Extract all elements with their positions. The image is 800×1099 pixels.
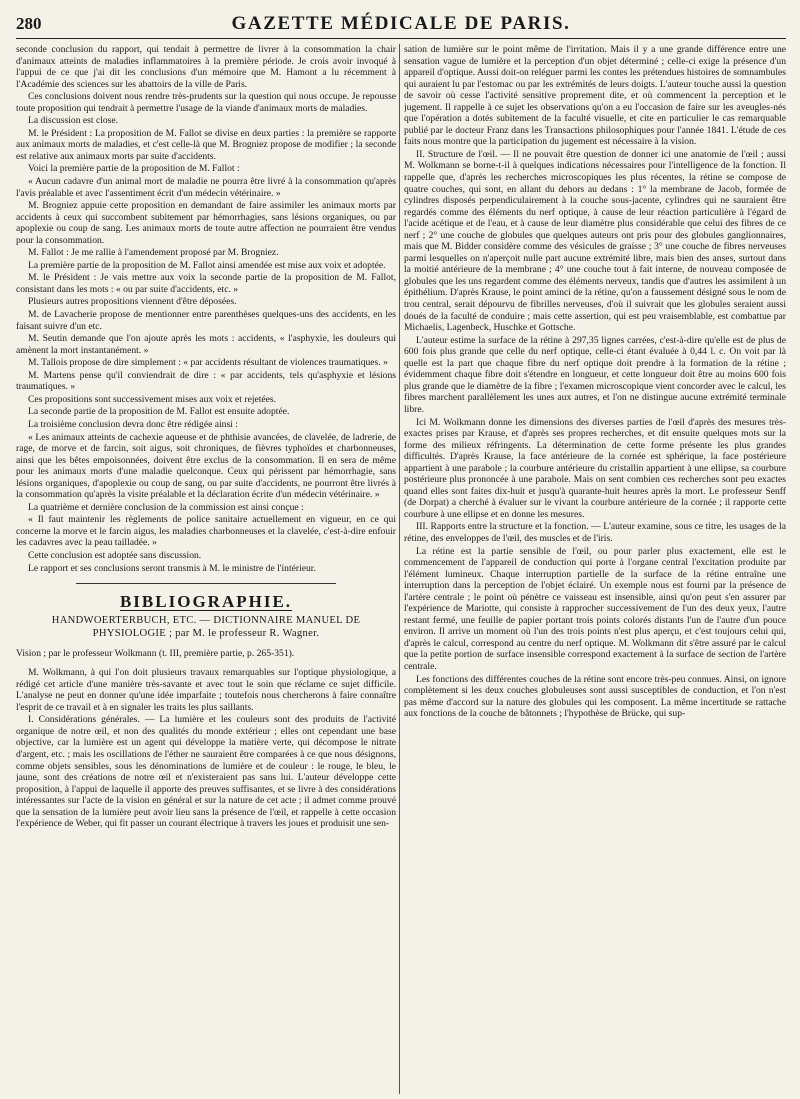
- paragraph: M. le Président : La proposition de M. Fallot se divise en deux parties : la première se rapporte aux animaux morts de maladies, et c'est celle-là que M. Brogniez propose de modifier ; la seconde est relative aux animaux morts par suite d'accidents.: [16, 127, 396, 162]
- paragraph: M. Wolkmann, à qui l'on doit plusieurs travaux remarquables sur l'optique physiologique, a rédigé cet article d'une manière très-savante et avec tout le soin que réclame ce sujet difficile. L'analyse ne peut en donner qu'une idée imparfaite ; toutefois nous chercherons à faire connaître l'esprit de ce travail et à en signaler les traits les plus saillants.: [16, 667, 396, 713]
- paragraph: sation de lumière sur le point même de l'irritation. Mais il y a une grande différence entre une sensation vague de lumière et la perception d'un objet déterminé ; celle-ci exige la présence d'un appareil d'optique. Aussi doit-on reléguer parmi les contes les prétendues histoires de somnambules qui auraient lu par l'estomac ou par les extrémités de leurs doigts. L'auteur touche aussi la question de savoir où cesse l'activité sensitive proprement dite, et où commencent la perception et le jugement. Il rappelle à ce sujet les observations qu'on a eu l'occasion de faire sur les aveugles-nés que l'opération a dotés subitement de la faculté visuelle, et cite en particulier le cas remarquable publié par le docteur Franz dans les Transactions philosophiques pour l'année 1841. L'étude de ces faits nous montre que la participation du jugement est nécessaire à la vision.: [404, 44, 786, 148]
- paragraph: III. Rapports entre la structure et la fonction. — L'auteur examine, sous ce titre, les usages de la rétine, des enveloppes de l'œil, des muscles et de l'iris.: [404, 521, 786, 544]
- paragraph: II. Structure de l'œil. — Il ne pouvait être question de donner ici une anatomie de l'œil ; aussi M. Wolkmann se borne-t-il à quelques indications nécessaires pour l'intelligence de la fonction. Il rappelle que, d'après les recherches microscopiques les plus récentes, la rétine se compose de quatre couches, qui sont, en allant du dehors au dedans : 1° la membrane de Jacob, formée de cylindres disposés perpendiculairement à la couche sous-jacente, cylindres qui ne sauraient être regardés comme des éléments du nerf optique, à cause de leur réaction particulière à l'égard de l'acide acétique et de l'eau, et à cause de leur diamètre plus considérable que celui des fibres de ce nerf ; 2° une couche de globules que quelques auteurs ont pris pour des globules ganglionnaires, mais que M. Bidder considère comme des vésicules de graisse ; 3° une couche de fibres nerveuses parmi lesquelles on n'aperçoit nulle part aucune extrémité libre, mais bien des anses, surtout dans la moitié antérieure de la membrane ; 4° une couche tout à fait interne, de nouveau composée de globules que les uns regardent comme des éléments nerveux, tandis que d'autres les assimilent à un épithélium. D'après Krause, le point aminci de la rétine, qu'on a faussement désigné sous le nom de trou central, serait dépourvu de fibrilles nerveuses, d'où il suivrait que les globules seraient aussi doués de la faculté de conduire ; mais cette assertion, qui est peu vraisemblable, est combattue par Michaelis, Lagenbeck, Huschke et Gottsche.: [404, 148, 786, 334]
- paragraph: La troisième conclusion devra donc être rédigée ainsi :: [28, 418, 238, 430]
- paragraph: M. Fallot : Je me rallie à l'amendement proposé par M. Brogniez.: [28, 247, 279, 259]
- text-columns: [16, 44, 786, 1099]
- paragraph: « Aucun cadavre d'un animal mort de maladie ne pourra être livré à la consommation qu'après l'avis préalable et avec l'assentiment écrit d'un médecin vétérinaire. »: [16, 176, 396, 199]
- paragraph: Ici M. Wolkmann donne les dimensions des diverses parties de l'œil d'après des mesures très-exactes prises par Krause, et d'après ses propres recherches, et dit ensuite quelques mots sur la forme des milieux réfringents. La détermination de cette forme présente les plus grandes difficultés. D'après Krause, la face antérieure de la cornée est sphérique, la face postérieure appartient à une parabole ; la courbure antérieure du cristallin appartient à une ellipse, sa courbure postérieure plus prononcée à une parabole. Mais on sent combien ces recherches sont peu exactes quand elles sont faites dix-huit et jusqu'à quarante-huit heures après la mort. Le professeur Senff (de Dorpat) a cherché à évaluer sur le vivant la courbure antérieure de la cornée ; il rapporte cette courbure à une ellipse et en donne les mesures.: [404, 416, 786, 520]
- paragraph: Voici la première partie de la proposition de M. Fallot :: [28, 163, 240, 175]
- page-number: 280: [16, 14, 42, 33]
- page-header: [16, 12, 786, 39]
- paragraph: La rétine est la partie sensible de l'œil, ou pour parler plus exactement, elle est le commencement de l'appareil de conduction qui porte à l'organe central l'excitation produite par l'élément lumineux. Chaque interruption partielle de la surface de la rétine entraîne une interruption dans la perception de l'objet éclairé. Un exemple nous est fourni par la présence de l'artère centrale ; le point où pénètre ce vaisseau est insensible, ainsi qu'on peut s'en assurer par l'expérience de Mariotte, qui consiste à rapprocher successivement de l'un des deux yeux, l'autre restant fermé, une feuille de papier portant trois points colorés distants l'un de l'autre d'un pouce environ. Il arrive un moment où l'un des trois points n'est plus aperçu, et c'est toujours celui qui, d'après le calcul, correspond au centre du nerf optique. M. Wolkmann dit s'être assuré par le calcul que la petite portion de surface insensible correspond exactement à la surface de section de l'artère centrale.: [404, 545, 786, 672]
- paragraph: Les fonctions des différentes couches de la rétine sont encore très-peu connues. Ainsi, on ignore complètement si les deux couches globuleuses sont aussi susceptibles de conduction, et l'on n'est pas même d'accord sur la nature des globules qui les composent. La même incertitude se rattache aux fonctions de la couche de bâtonnets ; l'hypothèse de Brücke, qui sup-: [404, 673, 786, 720]
- paragraph: La première partie de la proposition de M. Fallot ainsi amendée est mise aux voix et adoptée.: [28, 259, 386, 271]
- paragraph: L'auteur estime la surface de la rétine à 297,35 lignes carrées, c'est-à-dire qu'elle est de plus de 600 fois plus grande que celle du nerf optique, celle-ci étant évaluée à 0,44 l. c. On voit par là quelle est la part que chaque fibre du nerf optique doit prendre à la formation de la rétine ; évidemment chaque fibre doit s'étendre en longueur, et cette longueur doit être au moins 600 fois plus grande que le diamètre de la fibre ; l'examen microscopique vient concorder avec le calcul, les fibres marchent parallèlement les unes aux autres, et l'on ne distingue aucune extrémité terminale libre.: [404, 334, 786, 415]
- paragraph: Cette conclusion est adoptée sans discussion.: [28, 549, 202, 561]
- journal-title: GAZETTE MÉDICALE DE PARIS.: [231, 13, 571, 34]
- paragraph: La seconde partie de la proposition de M. Fallot est ensuite adoptée.: [28, 406, 290, 418]
- paragraph: « Il faut maintenir les règlements de police sanitaire actuellement en vigueur, en ce qui concerne la morve et le farcin aigus, les maladies charbonneuses et la clavelée, c'est-à-dire enfouir les cadavres avec la peau tailladée. »: [16, 514, 396, 549]
- bibliography-title: BIBLIOGRAPHIE.: [119, 592, 293, 612]
- paragraph: La discussion est close.: [28, 115, 119, 127]
- paragraph: Plusieurs autres propositions viennent d'être déposées.: [28, 296, 237, 308]
- paragraph: Ces conclusions doivent nous rendre très-prudents sur la question qui nous occupe. Je repousse toute proposition qui tendrait à permettre l'usage de la viande d'animaux morts de maladies.: [16, 91, 396, 114]
- paragraph: I. Considérations générales. — La lumière et les couleurs sont des produits de l'activité organique de notre œil, et non des qualités du monde extérieur ; elles ont cependant une base objective, car la lumière est un agent qui développe la matière verte, qui décompose le nitrate d'argent, etc. ; mais les oscillations de l'éther ne sauraient être comparées à ce que nous désignons, comme objets sensibles, sous les dénominations de lumière et de couleur : le rouge, le bleu, le jaune, sont des créations de notre œil et n'existeraient pas sans lui. L'auteur développe cette proposition, à l'appui de laquelle il apporte des preuves suffisantes, et se livre à des considérations intéressantes sur l'acte de la vision en général et sur la nature de cet acte ; il admet comme prouvé que la sensation de la lumière peut avoir lieu sans la présence de l'œil, et rappelle à cette occasion l'expérience de Weber, qui fit passer un courant électrique à travers les joues et produisit une sen-: [16, 714, 396, 830]
- paragraph: « Les animaux atteints de cachexie aqueuse et de phthisie avancées, de clavelée, de ladrerie, de rage, de morve et de farcin, soit aigus, soit chroniques, de fièvres typhoïdes et charbonneuses, ainsi que les bêtes empoisonnées, doivent être exclus de la consommation. Il en sera de même pour les animaux morts d'une maladie quelconque. Ceux qui périssent par hémorrhagie, sans lésions organiques, d'apoplexie ou coup de sang, ou par suite d'accidents, ne pourront être livrés à la consommation qu'après la visite préalable et la déclaration écrite d'un médecin vétérinaire. »: [16, 431, 396, 501]
- paragraph: M. Tallois propose de dire simplement : « par accidents résultant de violences traumatiques. »: [28, 357, 388, 369]
- bibliography-heading: HANDWOERTERBUCH, ETC. — DICTIONNAIRE MANUEL DE PHYSIOLOGIE ; par M. le professeur R. Wagner.: [51, 614, 361, 639]
- paragraph: seconde conclusion du rapport, qui tendait à permettre de livrer à la consommation la chair d'animaux atteints de maladies inflammatoires à la première période. Je crois avoir invoqué à l'appui de ce que j'ai dit les conclusions d'un mémoire que M. Hamont a lu récemment à l'Académie des sciences sur les abattoirs de la ville de Paris.: [16, 44, 396, 90]
- right-column: [404, 44, 786, 1099]
- paragraph: La quatrième et dernière conclusion de la commission est ainsi conçue :: [28, 501, 304, 513]
- paragraph: M. de Lavacherie propose de mentionner entre parenthèses quelques-uns des accidents, en les faisant suivre d'un etc.: [16, 309, 396, 332]
- paragraph: Le rapport et ses conclusions seront transmis à M. le ministre de l'intérieur.: [28, 562, 316, 574]
- paragraph: M. le Président : Je vais mettre aux voix la seconde partie de la proposition de M. Fallot, consistant dans les mots : « ou par suite d'accidents, etc. »: [16, 272, 396, 295]
- paragraph: M. Brogniez appuie cette proposition en demandant de faire assimiler les animaux morts par accidents à ceux qui succombent subitement par hémorrhagies, sans lésions organiques, ou par apoplexie ou coup de sang. Les animaux morts de toute autre affection ne pourraient être vendus pour la consommation.: [16, 200, 396, 246]
- paragraph: Ces propositions sont successivement mises aux voix et rejetées.: [28, 393, 277, 405]
- paragraph: M. Seutin demande que l'on ajoute après les mots : accidents, « l'asphyxie, les douleurs qui amènent la mort instantanément. »: [16, 333, 396, 356]
- bibliography-subheading: Vision ; par le professeur Wolkmann (t. III, première partie, p. 265-351).: [16, 647, 295, 659]
- section-divider: [76, 583, 336, 584]
- column-rule: [399, 44, 400, 1094]
- paragraph: M. Martens pense qu'il conviendrait de dire : « par accidents, tels qu'asphyxie et lésions traumatiques. »: [16, 369, 396, 393]
- left-column: [16, 44, 396, 1099]
